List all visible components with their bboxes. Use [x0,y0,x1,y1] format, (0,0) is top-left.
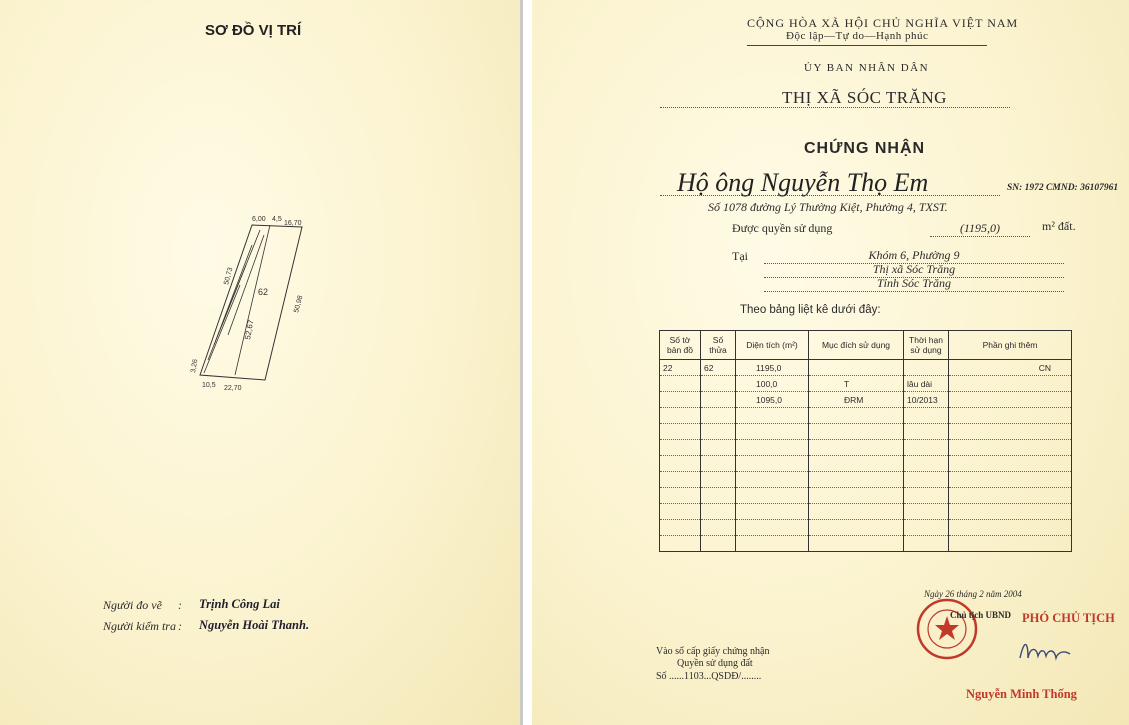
col-term: Thời hạn sử dụng [904,331,949,360]
register-line-1: Vào sổ cấp giấy chứng nhận [656,646,770,657]
dim-left: 50,73 [223,266,235,286]
register-number: Số ......1103...QSDĐ/........ [656,671,762,682]
holder-address: Số 1078 đường Lý Thường Kiệt, Phường 4, TXST. [708,200,948,214]
right-page [532,0,1129,725]
dim-right: 50,98 [293,294,305,314]
table-row [660,504,1072,520]
table-row [660,440,1072,456]
dim-bottom-left: 3,26 [190,358,200,374]
locality-underline [660,107,1010,108]
official-seal-icon [916,598,978,660]
chairman-label: Chủ tịch UBND [950,610,1012,620]
dim-bottom-1: 10,5 [202,382,216,389]
table-row: 22 62 1195,0 CN [660,360,1072,376]
col-parcel: Số thửa [701,331,736,360]
dim-top-3: 16,70 [284,220,302,227]
table-row [660,424,1072,440]
sn-cmnd: SN: 1972 CMND: 36107961 [1007,183,1119,193]
committee-label: ỦY BAN NHÂN DÂN [804,62,930,74]
checker-name: Nguyễn Hoài Thanh. [199,618,310,632]
locality-title: THỊ XÃ SÓC TRĂNG [782,88,947,107]
dim-inner: 52,67 [243,319,256,341]
table-row [660,456,1072,472]
dim-top-2: 4,5 [272,216,282,223]
holder-underline [660,195,1000,196]
left-page [0,0,520,725]
col-map-sheet: Số tờ bản đồ [660,331,701,360]
register-line-2: Quyền sử dụng đất [677,658,753,669]
surveyor-name: Trịnh Công Lai [199,597,280,611]
issue-date: Ngày 26 tháng 2 năm 2004 [924,589,1022,599]
vice-chairman-title: PHÓ CHỦ TỊCH [1022,611,1115,625]
land-register-table [659,330,1072,552]
table-row [660,472,1072,488]
dim-top-1: 6,00 [252,216,266,223]
col-purpose: Mục đích sử dụng [809,331,904,360]
area-value: (1195,0) [930,221,1030,237]
parcel-sketch [180,205,330,395]
location-line-2: Thị xã Sóc Trăng [764,262,1064,278]
surveyor-colon: : [178,598,182,612]
use-right-label: Được quyền sử dụng [732,221,833,235]
surveyor-label: Người đo vẽ [103,598,162,612]
parcel-number: 62 [258,287,269,297]
table-row [660,408,1072,424]
at-label: Tại [732,249,748,263]
signer-name: Nguyễn Minh Thống [966,687,1077,701]
header-divider [747,45,987,46]
location-line-3: Tỉnh Sóc Trăng [764,276,1064,292]
col-notes: Phần ghi thêm [949,331,1072,360]
certificate-title: CHỨNG NHẬN [804,140,926,157]
location-line-1: Khóm 6, Phường 9 [764,248,1064,264]
table-row: 1095,0 ĐRM 10/2013 [660,392,1072,408]
dim-bottom-2: 22,70 [224,385,242,392]
table-row [660,488,1072,504]
area-unit: m² đất. [1042,219,1076,233]
col-area: Diện tích (m²) [736,331,809,360]
holder-name: Hộ ông Nguyễn Thọ Em [677,168,929,197]
signature-icon [1016,636,1076,666]
checker-label: Người kiểm tra [103,619,176,633]
checker-colon: : [178,619,182,633]
table-row [660,520,1072,536]
page-gutter [520,0,523,725]
location-map-title: SƠ ĐỒ VỊ TRÍ [205,22,302,39]
table-row [660,536,1072,552]
national-header: CỘNG HÒA XÃ HỘI CHỦ NGHĨA VIỆT NAM [747,16,1019,30]
national-motto: Độc lập—Tự do—Hạnh phúc [786,30,929,42]
table-row: 100,0 T lâu dài [660,376,1072,392]
list-intro: Theo bảng liệt kê dưới đây: [740,304,881,316]
